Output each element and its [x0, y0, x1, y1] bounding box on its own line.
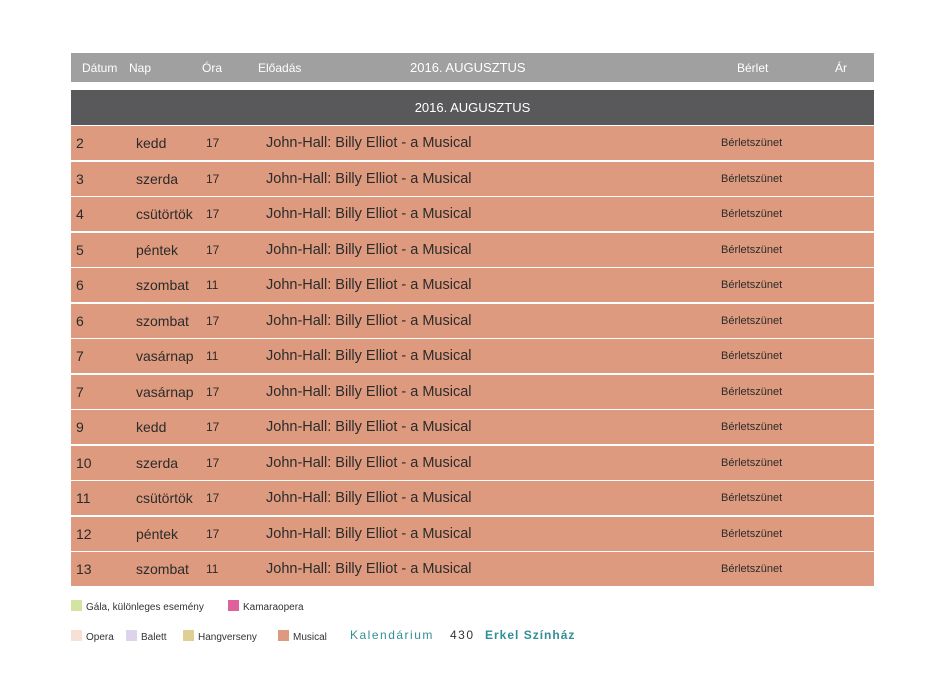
table-row: [71, 197, 874, 231]
show-title-cell: John-Hall: Billy Elliot - a Musical: [266, 525, 472, 542]
table-row: [71, 162, 874, 196]
legend-gala-label: Gála, különleges esemény: [86, 602, 204, 613]
table-row: [71, 481, 874, 515]
day-cell: péntek: [136, 241, 179, 258]
legend-gala: [71, 600, 204, 613]
date-cell: 2: [76, 135, 84, 151]
time-cell: 17: [206, 455, 220, 470]
show-title-cell: John-Hall: Billy Elliot - a Musical: [266, 348, 472, 364]
time-cell: 17: [206, 242, 220, 257]
balett-swatch: [126, 630, 137, 641]
time-cell: 11: [206, 349, 219, 363]
show-title-cell: John-Hall: Billy Elliot - a Musical: [266, 561, 472, 577]
footer-kalendarium: Kalendárium: [350, 628, 434, 642]
show-title-cell: John-Hall: Billy Elliot - a Musical: [266, 170, 472, 187]
time-cell: 11: [206, 562, 219, 576]
date-cell: 9: [76, 419, 84, 435]
date-cell: 5: [76, 241, 84, 258]
day-cell: szerda: [136, 454, 179, 471]
opera-swatch: [71, 630, 82, 641]
pass-cell: Bérletszünet: [721, 208, 783, 220]
legend-opera: [71, 630, 114, 643]
date-cell: 6: [76, 277, 84, 293]
month-bar: 2016. AUGUSZTUS: [71, 90, 874, 125]
legend-opera-label: Opera: [86, 632, 114, 643]
legend-kamara: [228, 600, 304, 613]
day-cell: csütörtök: [136, 206, 193, 222]
date-cell: 11: [76, 490, 91, 506]
legend-kamara-label: Kamaraopera: [243, 602, 304, 613]
date-cell: 7: [76, 383, 84, 400]
col-show-header: Előadás: [258, 61, 302, 75]
col-date-header: Dátum: [82, 61, 118, 75]
pass-cell: Bérletszünet: [721, 137, 783, 149]
time-cell: 17: [206, 491, 220, 505]
table-row: [71, 339, 874, 373]
header-month: 2016. AUGUSZTUS: [410, 60, 526, 75]
pass-cell: Bérletszünet: [721, 350, 783, 362]
date-cell: 13: [76, 561, 92, 577]
show-title-cell: John-Hall: Billy Elliot - a Musical: [266, 383, 472, 400]
hangverseny-swatch: [183, 630, 194, 641]
day-cell: szombat: [136, 277, 189, 293]
legend-hangverseny: [183, 630, 257, 643]
column-header-bar: [71, 53, 874, 82]
day-cell: szombat: [136, 561, 189, 577]
table-row: [71, 304, 874, 338]
table-row: [71, 446, 874, 480]
time-cell: 17: [206, 384, 220, 399]
show-title-cell: John-Hall: Billy Elliot - a Musical: [266, 419, 472, 435]
time-cell: 17: [206, 171, 220, 186]
day-cell: péntek: [136, 525, 179, 542]
day-cell: szombat: [136, 312, 189, 329]
date-cell: 3: [76, 170, 84, 187]
time-cell: 17: [206, 526, 220, 541]
gala-swatch: [71, 600, 82, 611]
day-cell: kedd: [136, 419, 167, 435]
col-pass-header: Bérlet: [737, 61, 769, 75]
pass-cell: Bérletszünet: [721, 421, 783, 433]
col-day-header: Nap: [129, 61, 152, 75]
day-cell: vasárnap: [136, 383, 194, 400]
pass-cell: Bérletszünet: [721, 314, 783, 327]
page-number: 430: [450, 628, 475, 642]
day-cell: vasárnap: [136, 348, 194, 364]
table-row: [71, 517, 874, 551]
date-cell: 4: [76, 206, 84, 222]
day-cell: csütörtök: [136, 490, 193, 506]
legend-balett: [126, 630, 167, 643]
table-row: [71, 375, 874, 409]
schedule-table: [71, 126, 874, 588]
time-cell: 17: [206, 420, 220, 434]
show-title-cell: John-Hall: Billy Elliot - a Musical: [266, 206, 472, 222]
show-title-cell: John-Hall: Billy Elliot - a Musical: [266, 241, 472, 258]
table-row: [71, 552, 874, 586]
table-row: [71, 233, 874, 267]
pass-cell: Bérletszünet: [721, 243, 783, 256]
table-row: [71, 126, 874, 160]
date-cell: 6: [76, 312, 84, 329]
table-row: [71, 268, 874, 302]
time-cell: 17: [206, 313, 220, 328]
day-cell: kedd: [136, 135, 167, 151]
date-cell: 10: [76, 454, 92, 471]
pass-cell: Bérletszünet: [721, 279, 783, 291]
legend-hangverseny-label: Hangverseny: [198, 632, 257, 643]
legend-musical: [278, 630, 327, 643]
legend-balett-label: Balett: [141, 632, 167, 643]
show-title-cell: John-Hall: Billy Elliot - a Musical: [266, 135, 472, 151]
pass-cell: Bérletszünet: [721, 456, 783, 469]
table-row: [71, 410, 874, 444]
musical-swatch: [278, 630, 289, 641]
pass-cell: Bérletszünet: [721, 527, 783, 540]
col-price-header: Ár: [835, 61, 847, 75]
time-cell: 17: [206, 136, 220, 150]
col-time-header: Óra: [202, 61, 223, 75]
show-title-cell: John-Hall: Billy Elliot - a Musical: [266, 454, 472, 471]
kamara-swatch: [228, 600, 239, 611]
pass-cell: Bérletszünet: [721, 563, 783, 575]
pass-cell: Bérletszünet: [721, 385, 783, 398]
date-cell: 7: [76, 348, 84, 364]
show-title-cell: John-Hall: Billy Elliot - a Musical: [266, 277, 472, 293]
pass-cell: Bérletszünet: [721, 172, 783, 185]
day-cell: szerda: [136, 170, 179, 187]
footer-theatre-name: Erkel Színház: [485, 628, 576, 642]
time-cell: 17: [206, 207, 220, 221]
legend-musical-label: Musical: [293, 632, 327, 643]
show-title-cell: John-Hall: Billy Elliot - a Musical: [266, 490, 472, 506]
pass-cell: Bérletszünet: [721, 492, 783, 504]
time-cell: 11: [206, 278, 219, 292]
date-cell: 12: [76, 525, 92, 542]
show-title-cell: John-Hall: Billy Elliot - a Musical: [266, 312, 472, 329]
